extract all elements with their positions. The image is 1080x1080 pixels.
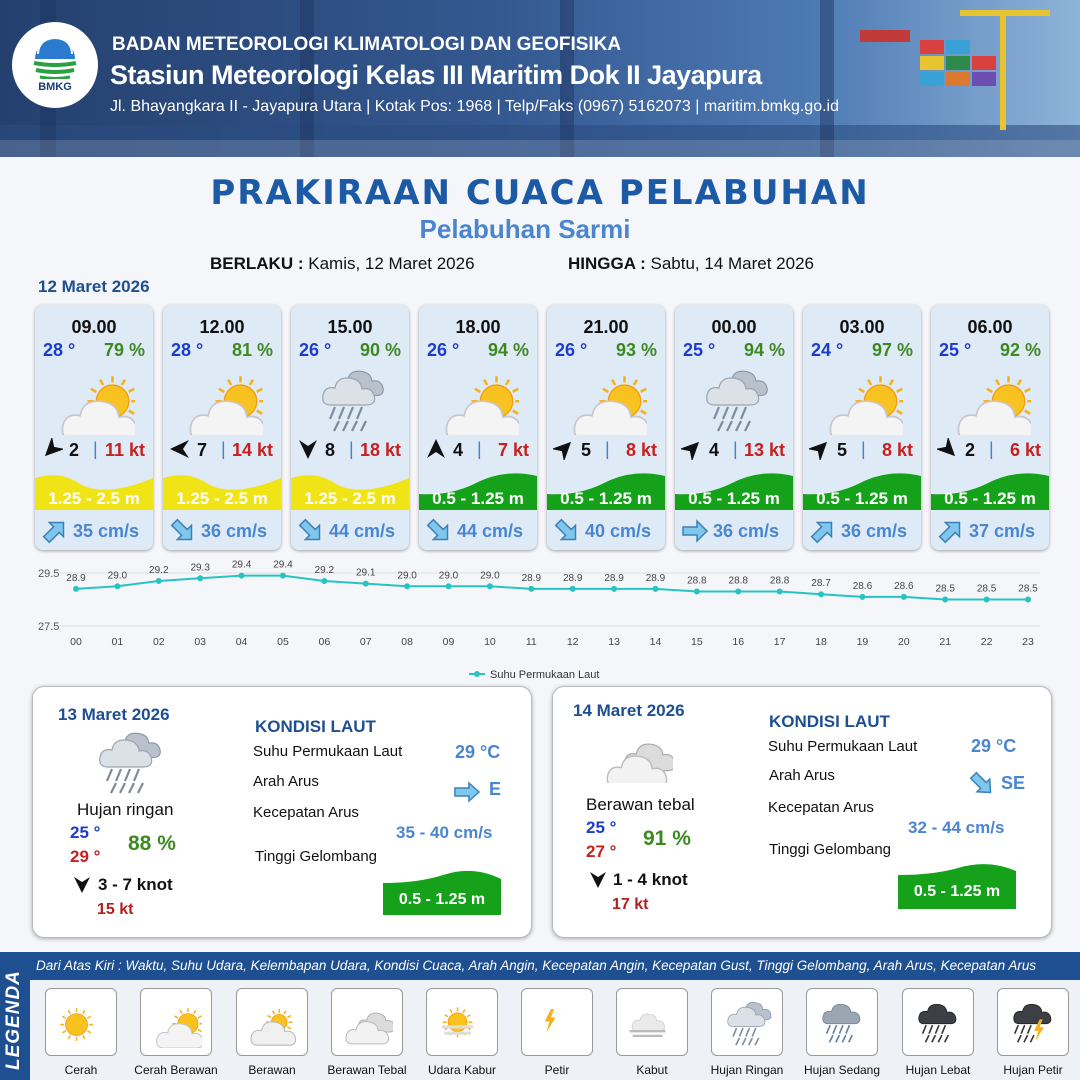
- day2-panel: [32, 686, 532, 938]
- current-direction-icon: [553, 518, 581, 544]
- sst-chart: [0, 555, 1080, 685]
- y-tick-label: 29.5: [38, 568, 60, 580]
- day2-current-arrow-icon: [453, 781, 481, 803]
- sst-data-point: [859, 594, 865, 600]
- x-tick-label: 17: [773, 636, 786, 648]
- sst-data-label: 28.7: [811, 578, 831, 590]
- wind-direction-icon: [937, 438, 959, 460]
- sst-data-label: 29.4: [231, 559, 252, 571]
- valid-to-value: Sabtu, 14 Maret 2026: [650, 254, 815, 273]
- sst-data-label: 28.9: [66, 572, 86, 584]
- sst-data-label: 28.8: [687, 575, 707, 587]
- x-tick-label: 11: [525, 636, 537, 648]
- hour-card: [803, 305, 921, 550]
- hour-weather-icon: [823, 365, 903, 435]
- wind-direction-icon: [297, 438, 319, 460]
- hour-temp: 28 °: [43, 340, 76, 360]
- hujan-ringan-icon: [695, 365, 775, 435]
- day3-current-speed-label: Kecepatan Arus: [768, 799, 874, 816]
- day2-current-speed: 35 - 40 cm/s: [396, 823, 493, 842]
- page-title: PRAKIRAAN CUACA PELABUHAN: [210, 173, 870, 213]
- x-tick-label: 15: [691, 636, 703, 648]
- sst-data-point: [652, 586, 658, 592]
- hour-wave-height: 0.5 - 1.25 m: [816, 489, 908, 508]
- bmkg-emblem-icon: [30, 37, 80, 79]
- wind-direction-icon: [553, 438, 575, 460]
- legend-label: Hujan Lebat: [905, 1063, 971, 1077]
- hour-time: 00.00: [711, 317, 757, 337]
- legend-label: Petir: [544, 1063, 570, 1077]
- hujan-ringan-icon: [723, 998, 773, 1048]
- hour-temp: 25 °: [939, 340, 972, 360]
- day3-temp-min: 25 °: [586, 818, 617, 837]
- sst-data-label: 29.2: [149, 564, 169, 576]
- valid-to: [568, 254, 814, 274]
- x-tick-label: 13: [608, 636, 620, 648]
- x-tick-label: 21: [939, 636, 952, 648]
- legend-label: Hujan Petir: [1003, 1063, 1063, 1077]
- hour-separator: |: [733, 439, 738, 459]
- hour-gust: 14 kt: [231, 440, 273, 460]
- day2-current-dir: E: [489, 779, 502, 799]
- sst-data-label: 28.5: [976, 583, 997, 595]
- day3-condition: Berawan tebal: [586, 795, 695, 814]
- sst-data-label: 29.1: [356, 567, 376, 579]
- legend-label: Hujan Ringan: [710, 1063, 784, 1077]
- berawan-tebal-icon: [343, 998, 393, 1048]
- hour-gust: 7 kt: [497, 440, 529, 460]
- hour-current-speed: 35 cm/s: [73, 521, 140, 541]
- hour-time: 03.00: [839, 317, 885, 337]
- hour-wind-speed: 2: [69, 440, 80, 460]
- hour-weather-icon: [183, 365, 263, 435]
- valid-to-label: HINGGA :: [568, 254, 646, 273]
- hour-weather-icon: [439, 365, 519, 435]
- sst-data-point: [363, 581, 369, 587]
- legend-label: Berawan Tebal: [327, 1063, 407, 1077]
- current-direction-icon: [809, 518, 837, 544]
- hour-separator: |: [349, 439, 354, 459]
- sst-data-label: 28.6: [894, 580, 914, 592]
- x-tick-label: 06: [318, 636, 331, 648]
- x-tick-label: 05: [277, 636, 289, 648]
- sst-data-label: 28.8: [769, 575, 790, 587]
- day3-sst-label: Suhu Permukaan Laut: [768, 738, 918, 755]
- legend-label: Cerah Berawan: [134, 1063, 218, 1077]
- sst-data-label: 29.4: [273, 559, 293, 571]
- sst-series-line: [76, 576, 1028, 600]
- x-tick-label: 20: [897, 636, 910, 648]
- sst-data-point: [197, 575, 203, 581]
- x-tick-label: 01: [111, 636, 124, 648]
- sst-data-point: [114, 583, 120, 589]
- legend-item-cerah: [45, 988, 117, 1056]
- legend-label: Hujan Sedang: [803, 1063, 881, 1077]
- hour-separator: |: [605, 439, 610, 459]
- hour-temp: 26 °: [555, 340, 588, 360]
- wind-direction-icon: [681, 438, 703, 460]
- wind-direction-icon: [809, 438, 831, 460]
- day3-kondisi-title: KONDISI LAUT: [769, 712, 890, 731]
- day2-current-dir-label: Arah Arus: [253, 773, 319, 790]
- hour-humidity: 94 %: [487, 340, 529, 360]
- legend-item-hujan-petir: [997, 988, 1069, 1056]
- hour-card: [931, 305, 1049, 550]
- current-direction-icon: [169, 518, 197, 544]
- x-tick-label: 23: [1022, 636, 1034, 648]
- hour-time: 09.00: [71, 317, 117, 337]
- sst-data-label: 29.0: [107, 570, 128, 582]
- hour-time: 15.00: [327, 317, 373, 337]
- legend-label: Kabut: [636, 1063, 668, 1077]
- hour-gust: 13 kt: [743, 440, 785, 460]
- sst-data-label: 28.9: [562, 572, 583, 584]
- hour-gust: 6 kt: [1009, 440, 1041, 460]
- udara-kabur-icon: [438, 998, 488, 1048]
- header-banner: [0, 0, 1080, 157]
- sst-data-point: [321, 578, 327, 584]
- day3-current-dir-label: Arah Arus: [769, 767, 835, 784]
- station-address: Jl. Bhayangkara II - Jayapura Utara | Kotak Pos: 1968 | Telp/Faks (0967) 5162073 | maritim.bmkg.go.id: [110, 98, 839, 115]
- hujan-sedang-icon: [818, 998, 868, 1048]
- hujan-lebat-icon: [914, 998, 964, 1048]
- sst-data-point: [942, 597, 948, 603]
- day2-sst-value: 29 °C: [455, 742, 501, 762]
- cerah-berawan-icon: [439, 365, 519, 435]
- legend-description-bar: [30, 952, 1080, 980]
- hour-gust: 18 kt: [359, 440, 401, 460]
- current-direction-icon: [425, 518, 453, 544]
- hour-gust: 8 kt: [881, 440, 913, 460]
- sst-data-point: [487, 583, 493, 589]
- hour-gust: 8 kt: [625, 440, 657, 460]
- day3-gust: 17 kt: [612, 896, 649, 913]
- hour-current-speed: 37 cm/s: [969, 521, 1036, 541]
- day2-kondisi-title: KONDISI LAUT: [255, 717, 376, 736]
- day3-temp-max: 27 °: [586, 842, 617, 861]
- x-tick-label: 12: [566, 636, 579, 648]
- day3-current-speed: 32 - 44 cm/s: [908, 818, 1005, 837]
- day2-sst-label: Suhu Permukaan Laut: [253, 743, 403, 760]
- day2-humidity: 88 %: [128, 832, 176, 855]
- day3-wind-arrow-icon: [589, 871, 607, 889]
- hour-separator: |: [861, 439, 866, 459]
- x-tick-label: 14: [649, 636, 662, 648]
- sst-data-label: 28.5: [935, 583, 955, 595]
- legend-item-petir: [521, 988, 593, 1056]
- hour-current-speed: 44 cm/s: [329, 521, 396, 541]
- cerah-berawan-icon: [183, 365, 263, 435]
- hour-card: [163, 305, 281, 550]
- hour-card: [35, 305, 153, 550]
- legend-item-udara-kabur: [426, 988, 498, 1056]
- sst-data-label: 29.0: [438, 570, 459, 582]
- cerah-berawan-icon: [55, 365, 135, 435]
- sst-data-point: [901, 594, 907, 600]
- hour-card: [291, 305, 409, 550]
- legend-label: Udara Kabur: [427, 1063, 497, 1077]
- day3-current-dir: SE: [1001, 773, 1026, 793]
- sst-data-label: 29.0: [397, 570, 417, 582]
- hour-humidity: 97 %: [871, 340, 913, 360]
- hour-wind-speed: 5: [837, 440, 848, 460]
- sst-data-point: [735, 589, 741, 595]
- hour-humidity: 92 %: [999, 340, 1041, 360]
- hour-time: 06.00: [967, 317, 1013, 337]
- day2-wind-speed: 3 - 7 knot: [98, 875, 173, 894]
- bmkg-logo: [12, 22, 98, 108]
- legend-item-hujan-ringan: [711, 988, 783, 1056]
- sst-data-point: [446, 583, 452, 589]
- wind-direction-icon: [425, 438, 447, 460]
- hour-wind-speed: 8: [325, 440, 336, 460]
- station-name: Stasiun Meteorologi Kelas III Maritim Dok II Jayapura: [110, 60, 762, 90]
- legend-item-kabut: [616, 988, 688, 1056]
- legend-description: Dari Atas Kiri : Waktu, Suhu Udara, Kelembapan Udara, Kondisi Cuaca, Arah Angin, Kecepatan Angin, Kecepatan Gust, Tinggi Gelombang, Arah Arus, Kecepatan Arus: [36, 958, 1037, 973]
- wind-direction-icon: [169, 438, 191, 460]
- legend-item-cerah-berawan: [140, 988, 212, 1056]
- hour-wave-height: 0.5 - 1.25 m: [560, 489, 652, 508]
- hour-separator: |: [93, 439, 98, 459]
- day2-current-speed-label: Kecepatan Arus: [253, 804, 359, 821]
- hour-wave-height: 1.25 - 2.5 m: [304, 489, 396, 508]
- hour-time: 12.00: [199, 317, 245, 337]
- hujan-ringan-icon: [311, 365, 391, 435]
- sst-data-label: 28.9: [521, 572, 542, 584]
- y-tick-label: 27.5: [38, 621, 60, 633]
- hour-weather-icon: [695, 365, 775, 435]
- valid-from-value: Kamis, 12 Maret 2026: [308, 254, 475, 273]
- current-direction-icon: [937, 518, 965, 544]
- hour-wave-height: 0.5 - 1.25 m: [432, 489, 524, 508]
- day3-wave-height: 0.5 - 1.25 m: [913, 883, 1001, 900]
- hour-temp: 26 °: [299, 340, 332, 360]
- sst-data-label: 29.3: [190, 562, 210, 574]
- x-tick-label: 03: [194, 636, 207, 648]
- sst-data-point: [404, 583, 410, 589]
- hour-separator: |: [989, 439, 994, 459]
- x-tick-label: 02: [152, 636, 165, 648]
- day2-date: 13 Maret 2026: [58, 705, 170, 724]
- cerah-berawan-icon: [567, 365, 647, 435]
- cerah-berawan-icon: [823, 365, 903, 435]
- current-direction-icon: [681, 518, 709, 544]
- legend-item-hujan-sedang: [806, 988, 878, 1056]
- sst-data-point: [570, 586, 576, 592]
- sst-data-point: [239, 573, 245, 579]
- hour-separator: |: [477, 439, 482, 459]
- hour-current-speed: 36 cm/s: [713, 521, 780, 541]
- hour-wave-height: 0.5 - 1.25 m: [688, 489, 780, 508]
- day3-weather-icon: [603, 733, 673, 783]
- legend-label: Cerah: [64, 1063, 98, 1077]
- sst-data-point: [984, 597, 990, 603]
- x-tick-label: 07: [359, 636, 372, 648]
- sst-data-label: 29.2: [314, 564, 335, 576]
- wind-direction-icon: [41, 438, 63, 460]
- hour-wind-speed: 4: [709, 440, 720, 460]
- hour-humidity: 90 %: [359, 340, 401, 360]
- sst-data-label: 28.8: [728, 575, 748, 587]
- x-tick-label: 22: [980, 636, 993, 648]
- hour-gust: 11 kt: [104, 440, 145, 460]
- day3-panel: [552, 686, 1052, 938]
- x-tick-label: 10: [484, 636, 496, 648]
- hour-wind-speed: 4: [453, 440, 464, 460]
- hour-temp: 24 °: [811, 340, 844, 360]
- legend-item-hujan-lebat: [902, 988, 974, 1056]
- day2-wind-arrow-icon: [73, 876, 91, 894]
- port-name: Pelabuhan Sarmi: [419, 214, 631, 244]
- legend-label: Berawan: [248, 1063, 296, 1077]
- sst-data-point: [694, 589, 700, 595]
- x-tick-label: 16: [732, 636, 745, 648]
- valid-from-label: BERLAKU :: [210, 254, 304, 273]
- day3-date: 14 Maret 2026: [573, 701, 685, 720]
- sst-data-point: [1025, 597, 1031, 603]
- hour-time: 18.00: [455, 317, 501, 337]
- hour-temp: 28 °: [171, 340, 204, 360]
- sst-data-point: [156, 578, 162, 584]
- x-tick-label: 00: [70, 636, 82, 648]
- cerah-berawan-icon: [152, 998, 202, 1048]
- hour-card: [675, 305, 793, 550]
- day3-current-arrow-icon: [969, 771, 995, 797]
- hour-wind-speed: 2: [965, 440, 976, 460]
- hour-current-speed: 36 cm/s: [841, 521, 908, 541]
- legend-item-berawan: [236, 988, 308, 1056]
- sst-data-point: [280, 573, 286, 579]
- cerah-icon: [57, 998, 107, 1048]
- sst-data-point: [777, 589, 783, 595]
- x-tick-label: 18: [815, 636, 827, 648]
- agency-name: BADAN METEOROLOGI KLIMATOLOGI DAN GEOFISIKA: [112, 34, 622, 55]
- sst-data-label: 29.0: [480, 570, 500, 582]
- day3-sst-value: 29 °C: [971, 736, 1017, 756]
- day2-temp-max: 29 °: [70, 847, 101, 866]
- logo-text: BMKG: [38, 81, 72, 93]
- hujan-petir-icon: [1009, 998, 1059, 1048]
- hour-current-speed: 44 cm/s: [457, 521, 524, 541]
- hour-current-speed: 40 cm/s: [585, 521, 652, 541]
- hujan-ringan-icon: [88, 727, 168, 797]
- sst-data-label: 28.6: [852, 580, 873, 592]
- day2-temp-min: 25 °: [70, 823, 101, 842]
- day2-weather-icon: [88, 727, 168, 797]
- day2-wave-height: 0.5 - 1.25 m: [398, 891, 486, 908]
- day2-gust: 15 kt: [97, 901, 134, 918]
- sst-data-label: 28.9: [604, 572, 624, 584]
- sst-data-label: 28.9: [645, 572, 666, 584]
- day3-humidity: 91 %: [643, 827, 691, 850]
- current-direction-icon: [41, 518, 69, 544]
- day2-wave-label: Tinggi Gelombang: [255, 848, 378, 865]
- x-tick-label: 04: [235, 636, 248, 648]
- berawan-icon: [248, 998, 298, 1048]
- hour-wind-speed: 7: [197, 440, 208, 460]
- kabut-icon: [628, 998, 678, 1048]
- hour-wave-height: 0.5 - 1.25 m: [944, 489, 1036, 508]
- hour-separator: |: [221, 439, 226, 459]
- hour-wave-height: 1.25 - 2.5 m: [176, 489, 268, 508]
- hour-weather-icon: [55, 365, 135, 435]
- legend-side-label: LEGENDA: [3, 970, 24, 1070]
- cerah-berawan-icon: [951, 365, 1031, 435]
- legend-item-berawan-tebal: [331, 988, 403, 1056]
- hour-weather-icon: [567, 365, 647, 435]
- valid-from: [210, 254, 475, 274]
- day1-date: 12 Maret 2026: [38, 277, 150, 296]
- hour-temp: 26 °: [427, 340, 460, 360]
- hour-wind-speed: 5: [581, 440, 592, 460]
- berawan-tebal-icon: [603, 733, 673, 783]
- sst-data-point: [73, 586, 79, 592]
- x-tick-label: 09: [442, 636, 455, 648]
- x-tick-label: 19: [856, 636, 869, 648]
- day3-wave-label: Tinggi Gelombang: [769, 841, 892, 858]
- sst-data-label: 28.5: [1018, 583, 1038, 595]
- day2-condition: Hujan ringan: [77, 800, 174, 819]
- petir-icon: [533, 998, 583, 1048]
- sst-data-point: [528, 586, 534, 592]
- sst-data-point: [818, 591, 824, 597]
- hour-temp: 25 °: [683, 340, 716, 360]
- hour-current-speed: 36 cm/s: [201, 521, 268, 541]
- hour-weather-icon: [311, 365, 391, 435]
- hour-humidity: 93 %: [615, 340, 657, 360]
- sst-data-point: [611, 586, 617, 592]
- hour-humidity: 79 %: [103, 340, 145, 360]
- chart-legend-marker: [474, 671, 480, 677]
- chart-legend-label: Suhu Permukaan Laut: [490, 669, 600, 681]
- hour-weather-icon: [951, 365, 1031, 435]
- day3-wind-speed: 1 - 4 knot: [613, 870, 688, 889]
- hour-humidity: 94 %: [743, 340, 785, 360]
- hour-card: [419, 305, 537, 550]
- hour-card: [547, 305, 665, 550]
- current-direction-icon: [297, 518, 325, 544]
- hour-humidity: 81 %: [231, 340, 273, 360]
- x-tick-label: 08: [401, 636, 413, 648]
- hour-wave-height: 1.25 - 2.5 m: [48, 489, 140, 508]
- hour-time: 21.00: [583, 317, 629, 337]
- legend-side-tab: [0, 952, 30, 1080]
